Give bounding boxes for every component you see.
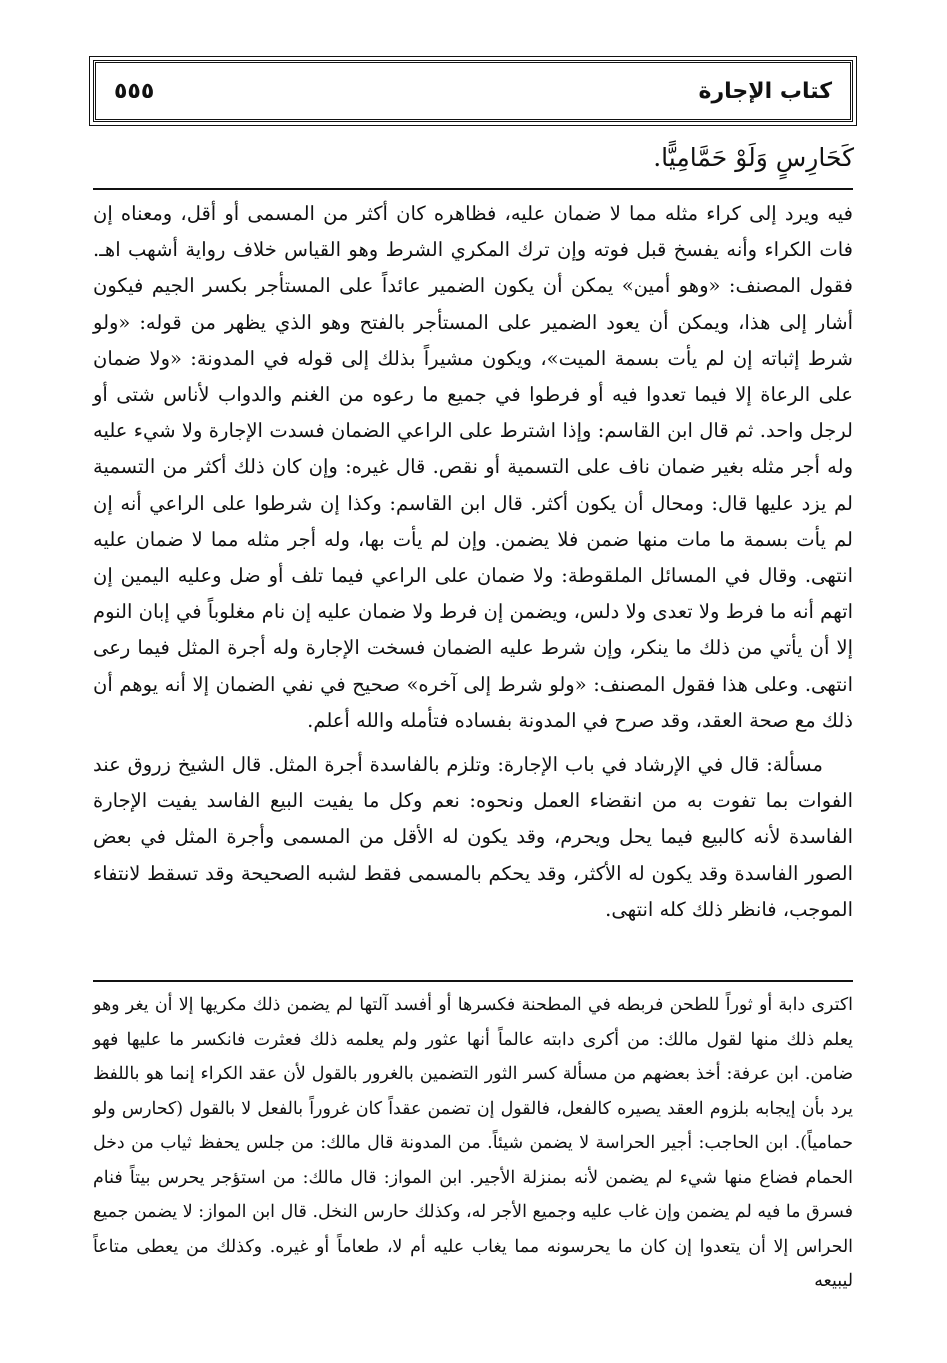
matn-divider: [93, 188, 853, 190]
chapter-title: كتاب الإجارة: [698, 78, 832, 104]
commentary-paragraph-1: فيه ويرد إلى كراء مثله مما لا ضمان عليه، فظاهره كان أكثر من المسمى أو أقل، ومعناه إن فات الكراء وأنه يفسخ قبل فوته وإن ترك المكري الشرط وهو القياس خلاف رواية أشهب اهـ. فقول المصنف: «وهو أمين» يمكن أن يكون الضمير عائداً على المستأجر بكسر الجيم فيكون أشار إلى هذا، ويمكن أن يعود الضمير على المستأجر بالفتح وهو الذي يظهر من قوله: «ولو شرط إثباته إن لم يأت بسمة الميت»، ويكون مشيراً بذلك إلى قوله في المدونة: «ولا ضمان على الرعاة إلا فيما تعدوا فيه أو فرطوا في جميع ما رعوه من الغنم والدواب لأناس شتى أو لرجل واحد. ثم قال ابن القاسم: وإذا اشترط على الراعي الضمان فسدت الإجارة ولا شيء عليه وله أجر مثله بغير ضمان ناف على التسمية أو نقص. قال غيره: وإن كان ذلك أكثر من التسمية لم يزد عليها قال: ومحال أن يكون أكثر. قال ابن القاسم: وكذا إن شرطوا على الراعي أنه إن لم يأت بسمة ما مات منها ضمن فلا يضمن. وإن لم يأت بها، وله أجر مثله مما لا ضمان عليه انتهى. وقال في المسائل الملقوطة: ولا ضمان على الراعي فيما تلف أو ضل وعليه اليمين إن اتهم أنه ما فرط ولا تعدى ولا دلس، ويضمن إن فرط ولا ضمان عليه إن نام مغلوباً في إبان النوم إلا أن يأتي من ذلك ما ينكر، وإن شرط عليه الضمان فسخت الإجارة وله أجرة المثل فيما رعى انتهى. وعلى هذا فقول المصنف: «ولو شرط إلى آخره» صحيح في نفي الضمان إلا أنه يوهم أن ذلك مع صحة العقد، وقد صرح في المدونة بفساده فتأمله والله أعلم.: [93, 202, 853, 732]
running-header: [93, 60, 853, 122]
footnote-text: اكترى دابة أو ثوراً للطحن فربطه في المطحنة فكسرها أو أفسد آلتها لم يضمن ذلك مكريها إلا أن يغر وهو يعلم ذلك منها لقول مالك: من أكرى دابته عالماً أنها عثور ولم يعلمه ذلك فعثرت فانكسر ما عليها فهو ضامن. ابن عرفة: أخذ بعضهم من مسألة كسر الثور التضمين بالغرور بالقول لأن عقد الكراء إنما هو باللفظ يرد بأن إيجابه بلزوم العقد يصيره كالفعل، فالقول إن تضمن عقداً كان غروراً بالفعل لا بالقول (كحارس ولو حمامياً). ابن الحاجب: أجير الحراسة لا يضمن شيئاً. من المدونة قال مالك: من جلس يحفظ ثياب من دخل الحمام فضاع منها شيء لم يضمن لأنه بمنزلة الأجير. ابن المواز: قال مالك: من استؤجر يحرس بيتاً فنام فسرق ما فيه لم يضمن وإن غاب عليه وجميع الأجر له، وكذلك حارس النخل. قال ابن المواز: لا يضمن جميع الحراس إلا أن يتعدوا إن كان ما يحرسونه مما يغاب عليه أم لا، طعاماً أو غيره. وكذلك من يعطى متاعاً ليبيعه: [93, 995, 853, 1291]
footnotes-section: [93, 988, 853, 1299]
commentary-section: [93, 196, 853, 928]
matn-text: كَحَارِسٍ وَلَوْ حَمَّامِيًّا.: [653, 143, 854, 172]
commentary-paragraph-2: مسألة: قال في الإرشاد في باب الإجارة: وتلزم بالفاسدة أجرة المثل. قال الشيخ زروق عند الفوات بما تفوت به من انقضاء العمل ونحوه: نعم وكل ما يفيت البيع الفاسد يفيت الإجارة الفاسدة لأنه كالبيع فيما يحل ويحرم، وقد يكون له الأقل من المسمى وأجرة المثل في بعض الصور الفاسدة وقد يكون له الأكثر، وقد يحكم بالمسمى فقط لشبه الصحيحة وقد تسقط لانتفاء الموجب، فانظر ذلك كله انتهى.: [93, 753, 853, 921]
page-number: ٥٥٥: [114, 78, 155, 104]
footnote-divider: [93, 980, 853, 982]
